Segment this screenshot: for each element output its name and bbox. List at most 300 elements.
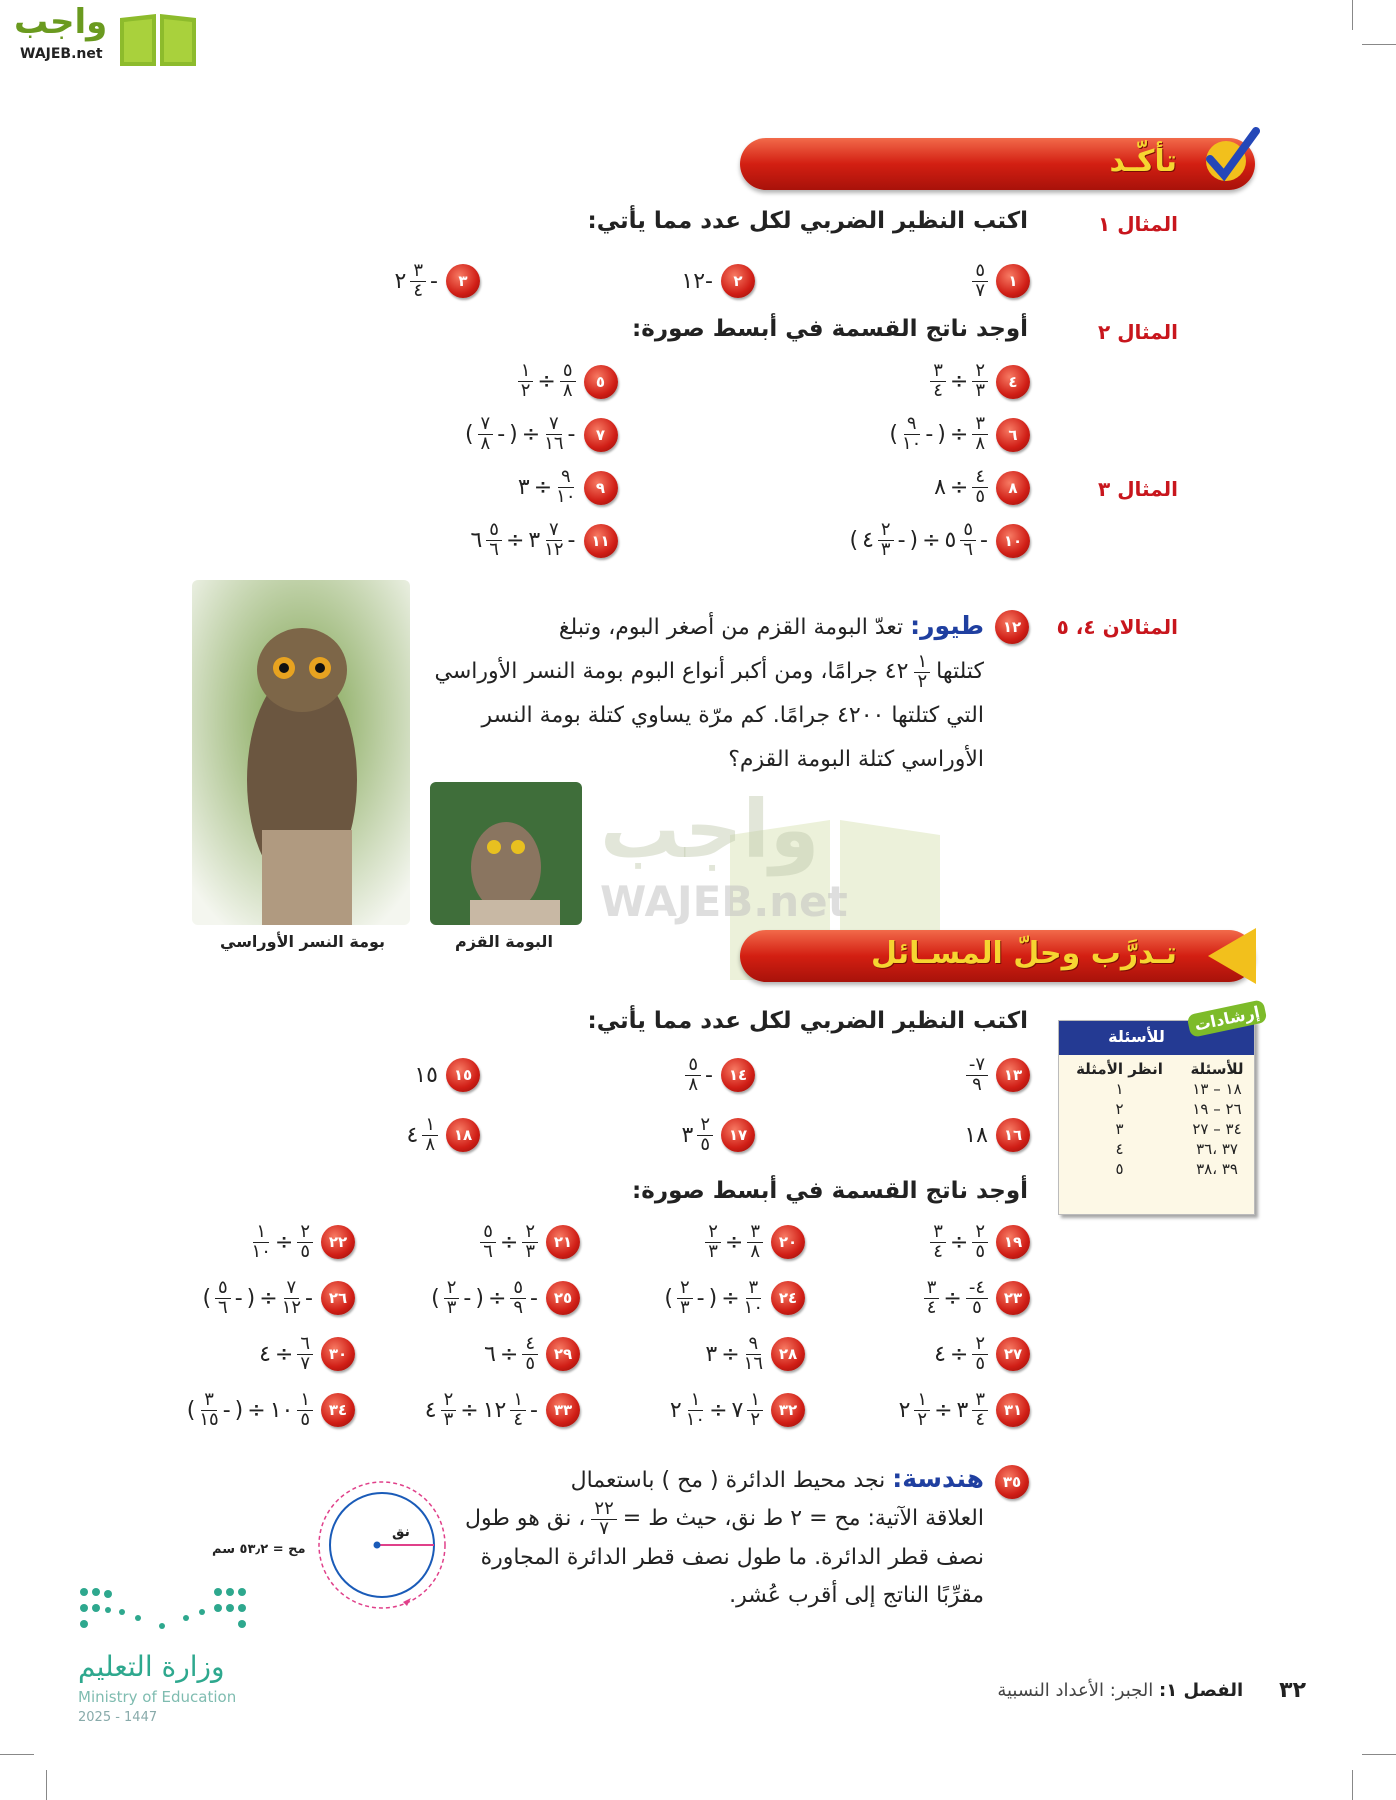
math-token: - (567, 528, 576, 553)
exercise-٩ (205, 461, 618, 514)
fraction (556, 468, 575, 507)
math-token: ١٠ (269, 1397, 294, 1423)
exercise-٣٣ (355, 1382, 580, 1438)
exercise-badge: ٦ (996, 418, 1030, 452)
math-expression (705, 1332, 763, 1374)
fraction (486, 521, 502, 560)
fraction (297, 1388, 313, 1430)
exercise-٣١ (805, 1382, 1030, 1438)
numerator: ١ (518, 362, 534, 382)
numerator: ٦ (297, 1335, 313, 1355)
hints-header: للأسئلة (1059, 1021, 1254, 1055)
exercise-badge: ٣٥ (995, 1465, 1029, 1499)
exercise-٦ (618, 408, 1031, 461)
example-1-label[interactable]: المثال ١ (1098, 212, 1178, 236)
math-token: ÷ (259, 1285, 278, 1311)
denominator: ٣ (680, 1296, 690, 1318)
math-token: ( (889, 422, 898, 447)
math-token: ) (246, 1285, 256, 1311)
exercise-٣٤ (130, 1382, 355, 1438)
exercise-badge: ١٦ (996, 1118, 1030, 1152)
math-token: ( (186, 1397, 196, 1423)
problem-keyword: طيور: (910, 611, 984, 640)
exercise-badge: ٣٠ (321, 1337, 355, 1371)
math-token: ÷ (721, 1341, 740, 1367)
denominator: ٣ (708, 1240, 718, 1262)
denominator: ١٠ (556, 486, 576, 507)
ministry-arabic: وزارة التعليم (78, 1650, 225, 1683)
numerator: ١ (747, 1391, 763, 1411)
fraction (677, 1276, 693, 1318)
exercise-badge: ١٨ (446, 1118, 480, 1152)
math-token: ÷ (949, 1229, 969, 1255)
numerator: ٣ (410, 262, 426, 282)
exercise-badge: ٣٣ (546, 1393, 580, 1427)
hints-box (1058, 1002, 1262, 1215)
math-token: ÷ (934, 1397, 953, 1423)
exercise-badge: ٣٢ (771, 1393, 805, 1427)
denominator: ٤ (933, 380, 943, 401)
math-token: ١٨ (964, 1122, 988, 1148)
fraction (441, 1388, 457, 1430)
math-expression (484, 1332, 538, 1374)
crop-mark (1352, 0, 1353, 30)
hints-tag: إرشادات (1186, 999, 1267, 1038)
math-expression (186, 1388, 313, 1430)
math-token: ) (937, 422, 946, 447)
math-token: ÷ (499, 1341, 519, 1367)
crop-mark (1362, 44, 1396, 45)
math-token: ÷ (537, 369, 556, 394)
math-token: ٤ (424, 1397, 437, 1423)
math-token: ٤ (406, 1122, 419, 1148)
math-token: ١٥ (414, 1062, 438, 1088)
numerator: ٣ (930, 362, 946, 382)
exercise-badge: ٢٨ (771, 1337, 805, 1371)
math-expression (518, 362, 576, 401)
fraction (747, 1220, 763, 1262)
denominator: ١٠ (743, 1296, 763, 1318)
fraction (930, 1220, 946, 1262)
numerator: ٥ (560, 362, 576, 382)
exercise-١٧ (480, 1105, 755, 1165)
math-expression (431, 1276, 538, 1318)
exercise-badge: ٢٩ (546, 1337, 580, 1371)
math-token: ÷ (724, 1229, 744, 1255)
math-token: ٥ (944, 528, 957, 553)
denominator: ٤ (413, 279, 424, 301)
denominator: ٣ (880, 539, 891, 560)
exercise-badge: ٢١ (546, 1225, 580, 1259)
numerator: ١ (510, 1391, 526, 1411)
fraction (924, 1276, 940, 1318)
denominator: ٤ (513, 1408, 524, 1430)
math-token: ÷ (949, 1341, 969, 1367)
math-expression (930, 362, 988, 401)
exercise-١١ (205, 514, 618, 567)
circumference-label: مح = ٥٣٫٢ سم (212, 1542, 306, 1557)
denominator: ١٦ (743, 1352, 763, 1374)
denominator: ٨ (562, 380, 573, 401)
math-expression (889, 415, 988, 454)
numerator: ٣ (924, 1279, 940, 1299)
denominator: ٤ (933, 1240, 943, 1262)
fraction (914, 1388, 930, 1430)
watermark-latin: WAJEB.net (600, 877, 848, 926)
math-token: ÷ (274, 1229, 294, 1255)
math-token: ) (509, 422, 518, 447)
denominator: ٤ (926, 1296, 937, 1318)
exercise-٤ (618, 355, 1031, 408)
math-expression (685, 1053, 713, 1095)
numerator: ٧- (966, 1056, 988, 1076)
numerator: ٤ (972, 468, 988, 488)
logo-arabic: واجب (14, 2, 108, 42)
fraction (972, 415, 988, 454)
numerator: ٣ (746, 1279, 762, 1299)
fraction (478, 415, 494, 454)
exercise-badge: ٨ (996, 471, 1030, 505)
fraction (930, 362, 946, 401)
numerator: ١ (297, 1391, 313, 1411)
book-icon (118, 10, 198, 68)
caption-eagle-owl: بومة النسر الأوراسي (220, 932, 386, 951)
exercise-٢٧ (805, 1326, 1030, 1382)
exercise-٨ (618, 461, 1031, 514)
exercise-٣ (205, 256, 480, 306)
exercise-٣٠ (130, 1326, 355, 1382)
exercise-badge: ١٤ (721, 1058, 755, 1092)
denominator: ٥ (525, 1352, 535, 1374)
numerator: ٢ (972, 362, 988, 382)
eurasian-eagle-owl-photo (192, 580, 410, 925)
math-token: - (430, 268, 438, 294)
math-expression (424, 1388, 538, 1430)
practice-divide-exercises (130, 1214, 1030, 1438)
caption-little-owl: البومة القزم (455, 932, 553, 951)
footer (997, 1678, 1306, 1703)
practice-inverse-exercises (205, 1045, 1030, 1165)
numerator: ٢ (972, 1335, 988, 1355)
exercise-١٦ (755, 1105, 1030, 1165)
numerator: ٩ (558, 468, 574, 488)
fraction (544, 415, 563, 454)
exercise-badge: ٣١ (996, 1393, 1030, 1427)
denominator: ٩ (513, 1296, 524, 1318)
fraction (522, 1220, 538, 1262)
exercise-badge: ١ (996, 264, 1030, 298)
ministry-english: Ministry of Education (78, 1688, 237, 1706)
fraction (697, 1113, 713, 1155)
math-expression (934, 468, 988, 507)
math-expression (966, 1053, 988, 1095)
numerator: ٣ (972, 415, 988, 435)
math-token: ٧ (731, 1397, 744, 1423)
math-expression (930, 1220, 988, 1262)
exercise-badge: ٢٢ (321, 1225, 355, 1259)
math-expression (480, 1220, 538, 1262)
exercise-badge: ٣ (446, 264, 480, 298)
exercise-٢١ (355, 1214, 580, 1270)
fraction (972, 1388, 988, 1430)
numerator: ٢ (878, 521, 894, 541)
checkmark-icon (1200, 125, 1260, 185)
crop-mark (0, 1754, 34, 1755)
numerator: ٢ (677, 1279, 693, 1299)
fraction (960, 521, 976, 560)
fraction (480, 1220, 496, 1262)
fraction (878, 521, 894, 560)
problem-keyword: هندسة: (892, 1464, 984, 1493)
fraction (215, 1276, 231, 1318)
fraction (972, 468, 988, 507)
denominator: ٣ (443, 1408, 454, 1430)
denominator: ١٠ (685, 1408, 706, 1430)
fraction (422, 1113, 438, 1155)
numerator: ٣ (930, 1223, 946, 1243)
logo-latin: WAJEB.net (20, 46, 103, 62)
instruction-divide: أوجد ناتج القسمة في أبسط صورة: (632, 316, 1028, 342)
numerator: ٥ (486, 521, 502, 541)
denominator: ٥ (300, 1408, 310, 1430)
exercise-٣٢ (580, 1382, 805, 1438)
denominator: ٥ (975, 486, 985, 507)
exercise-badge: ١٢ (995, 610, 1029, 644)
fraction (522, 1332, 538, 1374)
fraction (297, 1332, 313, 1374)
numerator: ٧ (546, 521, 562, 541)
fraction (902, 415, 921, 454)
math-token: ÷ (709, 1397, 728, 1423)
denominator: ٨ (425, 1133, 435, 1155)
numerator: ٣ (972, 1391, 988, 1411)
numerator: ٧ (284, 1279, 300, 1299)
math-expression (664, 1276, 763, 1318)
exercise-badge: ٤ (996, 365, 1030, 399)
math-token: ( (664, 1285, 673, 1311)
denominator: ٦ (489, 539, 499, 560)
fraction (705, 1220, 721, 1262)
problem-35-text: هندسة: نجد محيط الدائرة ( مح ) باستعمال العلاقة الآتية: مح = ٢ ط نق، حيث ط = $\frac{٢٢}{٧}$ ، نق هو طول نصف قطر الدائرة. ما طول نصف قطر الدائرة المجاورة مقرِّبًا الناتج إلى أقرب عُشر. (465, 1464, 984, 1608)
math-token: - (530, 1285, 538, 1311)
fraction (444, 1276, 460, 1318)
math-token: ÷ (949, 422, 969, 447)
math-token: ٦ (470, 528, 483, 553)
crop-mark (1352, 1770, 1353, 1800)
math-expression (465, 415, 576, 454)
math-token: - (705, 1062, 713, 1088)
denominator: ٧ (975, 279, 985, 301)
denominator: ١٠ (902, 433, 922, 454)
math-token: ٦ (484, 1341, 496, 1367)
exercise-١٩ (805, 1214, 1030, 1270)
instruction-inverse-practice: اكتب النظير الضربي لكل عدد مما يأتي: (587, 1008, 1028, 1034)
numerator: ٢ (297, 1223, 313, 1243)
instruction-divide-practice: أوجد ناتج القسمة في أبسط صورة: (632, 1178, 1028, 1204)
exercise-٢٨ (580, 1326, 805, 1382)
numerator: ٢ (444, 1279, 460, 1299)
exercise-badge: ١٣ (996, 1058, 1030, 1092)
fraction (747, 1388, 763, 1430)
math-token: ( (464, 422, 474, 447)
math-token: - (497, 422, 506, 447)
math-expression (934, 1332, 988, 1374)
denominator: ١٦ (544, 433, 564, 454)
denominator: ٥ (975, 1240, 985, 1262)
math-token: ٤ (934, 1341, 946, 1367)
math-token: ) (708, 1285, 718, 1311)
numerator: ٧ (478, 415, 494, 435)
math-token: ٣ (517, 475, 530, 500)
denominator: ٨ (688, 1073, 699, 1095)
exercise-badge: ١١ (584, 524, 618, 558)
denominator: ١٥ (199, 1408, 219, 1430)
exercise-٢ (480, 256, 755, 306)
math-token: ( (849, 528, 859, 553)
numerator: ٥ (960, 521, 976, 541)
numerator: ٢ (697, 1116, 713, 1136)
denominator: ٤ (975, 1408, 985, 1430)
math-expression (394, 259, 438, 301)
fraction (966, 1053, 988, 1095)
math-token: - (234, 1285, 243, 1311)
math-token: ٢ (898, 1397, 911, 1423)
exercise-badge: ٢٧ (996, 1337, 1030, 1371)
example-2-label[interactable]: المثال ٢ (1098, 320, 1178, 344)
math-token: - (567, 422, 576, 447)
fraction (972, 1332, 988, 1374)
denominator: ٥ (972, 1296, 982, 1318)
exercise-١ (755, 256, 1030, 306)
numerator: ٥ (685, 1056, 701, 1076)
exercise-٢٥ (355, 1270, 580, 1326)
math-token: ÷ (943, 1285, 962, 1311)
denominator: ١٠ (251, 1240, 271, 1262)
fraction (518, 362, 534, 401)
numerator: ١ (914, 1391, 930, 1411)
math-expression (414, 1063, 438, 1088)
crop-mark (46, 1770, 47, 1800)
check-banner-title: تأكّـد (1109, 144, 1177, 179)
denominator: ٥ (700, 1133, 710, 1155)
numerator: ٤- (966, 1279, 988, 1299)
hints-table: للأسئلة انظر الأمثلة ١٨ – ١٣ ١ ٢٦ – ١٩ ٢ ٣٤ – ٢٧ ٣ ٣٧ ،٣٦ ٤ ٣٩ ،٣٨ ٥ (1076, 1060, 1244, 1178)
denominator: ٣ (975, 380, 985, 401)
math-token: ) (475, 1285, 484, 1311)
check-inverse-exercises (205, 256, 1030, 306)
math-token: ) (234, 1397, 244, 1423)
numerator: ٤ (522, 1335, 538, 1355)
check-banner (740, 138, 1255, 190)
math-token: ÷ (247, 1397, 266, 1423)
math-expression (259, 1332, 313, 1374)
exercise-٢٣ (805, 1270, 1030, 1326)
instruction-inverse: اكتب النظير الضربي لكل عدد مما يأتي: (587, 208, 1028, 234)
practice-banner (740, 930, 1255, 982)
exercise-badge: ٢ (721, 264, 755, 298)
math-expression (470, 521, 575, 560)
math-token: ÷ (533, 475, 553, 500)
numerator: ٣ (747, 1223, 763, 1243)
denominator: ٢ (520, 380, 531, 401)
math-token: ٨ (934, 475, 946, 500)
exercise-٥ (205, 355, 618, 408)
math-expression (964, 1123, 988, 1148)
little-owl-photo (430, 782, 582, 925)
math-token: - (222, 1397, 231, 1423)
denominator: ١٢ (544, 539, 564, 560)
math-token: - (897, 528, 906, 553)
numerator: ٩ (904, 415, 920, 435)
denominator: ٨ (975, 433, 985, 454)
exercise-badge: ٢٠ (771, 1225, 805, 1259)
numerator: ٥ (215, 1279, 231, 1299)
exercise-١٣ (755, 1045, 1030, 1105)
math-token: ( (431, 1285, 440, 1311)
math-expression (202, 1276, 313, 1318)
problem-12-text: طيور: تعدّ البومة القزم من أصغر البوم، وتبلغ كتلتها $\frac{١}{٢}$ ٤٢ جرامًا، ومن أكبر أنواع البوم بومة النسر الأوراسي التي كتلتها ٤٢٠٠ جرامًا. كم مرّة يساوي كتلة بومة النسر الأوراسي كتلة البومة القزم؟ (434, 611, 984, 772)
math-token: ÷ (505, 528, 525, 553)
math-token: ٣ (956, 1397, 969, 1423)
math-expression (898, 1388, 988, 1430)
exercise-badge: ١٩ (996, 1225, 1030, 1259)
math-token: ÷ (949, 369, 969, 394)
fraction (510, 1276, 526, 1318)
numerator: ٢ (705, 1223, 721, 1243)
crop-mark (1362, 1754, 1396, 1755)
fraction (199, 1388, 219, 1430)
exercise-badge: ٢٤ (771, 1281, 805, 1315)
ministry-logo-dots (78, 1582, 248, 1642)
math-token: ٢ (669, 1397, 682, 1423)
numerator: ٢ (441, 1391, 457, 1411)
denominator: ٦ (218, 1296, 228, 1318)
fraction (510, 1388, 526, 1430)
examples-4-5-label[interactable]: المثالان ٤، ٥ (1056, 615, 1178, 639)
math-token: - (305, 1285, 313, 1311)
math-token: ÷ (922, 528, 941, 553)
math-expression (518, 468, 576, 507)
math-expression (681, 1113, 714, 1155)
exercise-badge: ٢٦ (321, 1281, 355, 1315)
math-token: ÷ (949, 475, 969, 500)
fraction (966, 1276, 988, 1318)
math-expression (849, 521, 988, 560)
denominator: ٢ (917, 1408, 928, 1430)
math-token: ١٢- (681, 268, 713, 294)
math-token: ÷ (721, 1285, 740, 1311)
math-token: ( (202, 1285, 212, 1311)
denominator: ٦ (483, 1240, 493, 1262)
numerator: ٩ (746, 1335, 762, 1355)
denominator: ٣ (525, 1240, 535, 1262)
ministry-years: 2025 - 1447 (78, 1710, 158, 1725)
exercise-badge: ٣٤ (321, 1393, 355, 1427)
numerator: ٢ (972, 1223, 988, 1243)
exercise-badge: ٢٣ (996, 1281, 1030, 1315)
math-token: ٣ (681, 1122, 694, 1148)
wajeb-logo[interactable] (10, 2, 190, 66)
math-token: ٤ (862, 528, 874, 553)
fraction (560, 362, 576, 401)
example-3-label[interactable]: المثال ٣ (1098, 477, 1178, 501)
math-expression (669, 1388, 763, 1430)
check-divide-exercises (205, 355, 1030, 567)
math-expression (924, 1276, 988, 1318)
fraction (281, 1276, 302, 1318)
numerator: ٥ (972, 262, 988, 282)
math-token: ÷ (487, 1285, 507, 1311)
